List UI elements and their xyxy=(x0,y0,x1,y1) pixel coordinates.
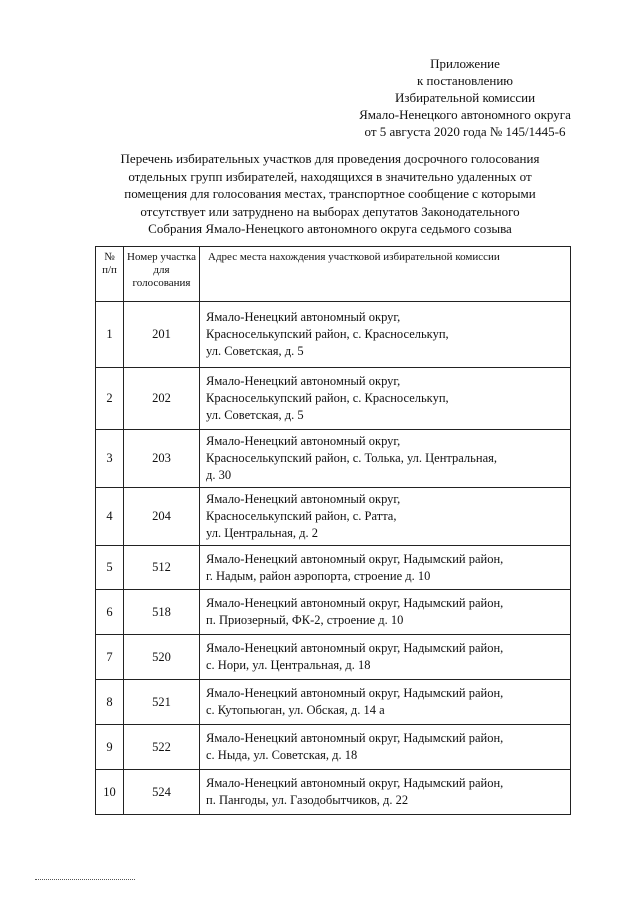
address-line: Ямало-Ненецкий автономный округ, xyxy=(206,434,401,448)
appendix-line: Приложение xyxy=(430,56,500,71)
row-station: 524 xyxy=(124,770,200,815)
row-num: 6 xyxy=(96,590,124,635)
polling-stations-table xyxy=(95,246,571,815)
address-line: с. Кутопьюган, ул. Обская, д. 14 а xyxy=(206,703,385,717)
row-station: 202 xyxy=(124,368,200,430)
header-address: Адрес места нахождения участковой избирательной комиссии xyxy=(200,247,571,302)
address-line: Ямало-Ненецкий автономный округ, xyxy=(206,310,401,324)
address-line: Ямало-Ненецкий автономный округ, Надымский район, xyxy=(206,596,504,610)
row-station: 204 xyxy=(124,488,200,546)
address-line: ул. Центральная, д. 2 xyxy=(206,526,319,540)
address-line: Ямало-Ненецкий автономный округ, Надымский район, xyxy=(206,731,504,745)
header-num: № п/п xyxy=(96,247,124,302)
row-station: 201 xyxy=(124,302,200,368)
title-line: Перечень избирательных участков для проведения досрочного голосования xyxy=(120,151,540,166)
title-line: отдельных групп избирателей, находящихся в значительно удаленных от xyxy=(128,168,532,184)
table-row xyxy=(96,368,571,430)
row-num: 9 xyxy=(96,725,124,770)
row-num: 2 xyxy=(96,368,124,430)
row-num: 5 xyxy=(96,546,124,590)
row-address xyxy=(200,488,571,546)
appendix-line: от 5 августа 2020 года № 145/1445-6 xyxy=(364,124,566,139)
row-num: 10 xyxy=(96,770,124,815)
row-address xyxy=(200,635,571,680)
row-num: 1 xyxy=(96,302,124,368)
row-station: 522 xyxy=(124,725,200,770)
address-line: Ямало-Ненецкий автономный округ, Надымский район, xyxy=(206,641,504,655)
address-line: Ямало-Ненецкий автономный округ, Надымский район, xyxy=(206,776,504,790)
address-line: Красноселькупский район, с. Красноселькуп, xyxy=(206,391,449,405)
row-address xyxy=(200,770,571,815)
appendix-line: Ямало-Ненецкого автономного округа xyxy=(359,107,571,122)
row-num: 4 xyxy=(96,488,124,546)
address-line: Ямало-Ненецкий автономный округ, Надымский район, xyxy=(206,551,504,566)
row-address xyxy=(200,430,571,488)
table-row xyxy=(96,680,571,725)
row-address xyxy=(200,302,571,368)
title-line: помещения для голосования местах, транспортное сообщение с которыми xyxy=(124,186,536,201)
row-address xyxy=(200,725,571,770)
address-line: п. Приозерный, ФК-2, строение д. 10 xyxy=(206,613,404,627)
address-line: Ямало-Ненецкий автономный округ, xyxy=(206,374,401,388)
row-num: 8 xyxy=(96,680,124,725)
footnote-divider xyxy=(35,879,135,880)
address-line: Красноселькупский район, с. Ратта, xyxy=(206,509,397,523)
table-row xyxy=(96,488,571,546)
address-line: Ямало-Ненецкий автономный округ, xyxy=(206,492,401,506)
address-line: Ямало-Ненецкий автономный округ, Надымский район, xyxy=(206,686,504,700)
document-title xyxy=(85,150,575,238)
row-station: 521 xyxy=(124,680,200,725)
address-line: г. Надым, район аэропорта, строение д. 10 xyxy=(206,568,431,583)
address-line: ул. Советская, д. 5 xyxy=(206,344,304,358)
address-line: с. Нори, ул. Центральная, д. 18 xyxy=(206,658,371,672)
row-station: 518 xyxy=(124,590,200,635)
appendix-line: Избирательной комиссии xyxy=(394,90,536,105)
address-line: ул. Советская, д. 5 xyxy=(206,408,304,422)
address-line: с. Ныда, ул. Советская, д. 18 xyxy=(206,748,358,762)
table-row xyxy=(96,725,571,770)
title-line: Собрания Ямало-Ненецкого автономного округа седьмого созыва xyxy=(148,221,512,236)
appendix-line: к постановлению xyxy=(416,73,514,88)
row-address xyxy=(200,680,571,725)
table-row xyxy=(96,770,571,815)
row-station: 512 xyxy=(124,546,200,590)
row-num: 7 xyxy=(96,635,124,680)
header-station: Номер участка для голосования xyxy=(124,247,200,302)
row-address xyxy=(200,546,571,590)
table-row xyxy=(96,546,571,590)
row-address xyxy=(200,590,571,635)
table-header-row xyxy=(96,247,571,302)
appendix-block xyxy=(330,55,600,140)
table-row xyxy=(96,590,571,635)
table-row xyxy=(96,430,571,488)
row-station: 203 xyxy=(124,430,200,488)
address-line: д. 30 xyxy=(206,468,232,482)
table-row xyxy=(96,302,571,368)
table-row xyxy=(96,635,571,680)
address-line: п. Пангоды, ул. Газодобытчиков, д. 22 xyxy=(206,793,409,807)
row-address xyxy=(200,368,571,430)
address-line: Красноселькупский район, с. Толька, ул. Центральная, xyxy=(206,451,497,465)
row-station: 520 xyxy=(124,635,200,680)
address-line: Красноселькупский район, с. Красноселькуп, xyxy=(206,327,449,341)
row-num: 3 xyxy=(96,430,124,488)
title-line: отсутствует или затруднено на выборах депутатов Законодательного xyxy=(140,203,520,219)
